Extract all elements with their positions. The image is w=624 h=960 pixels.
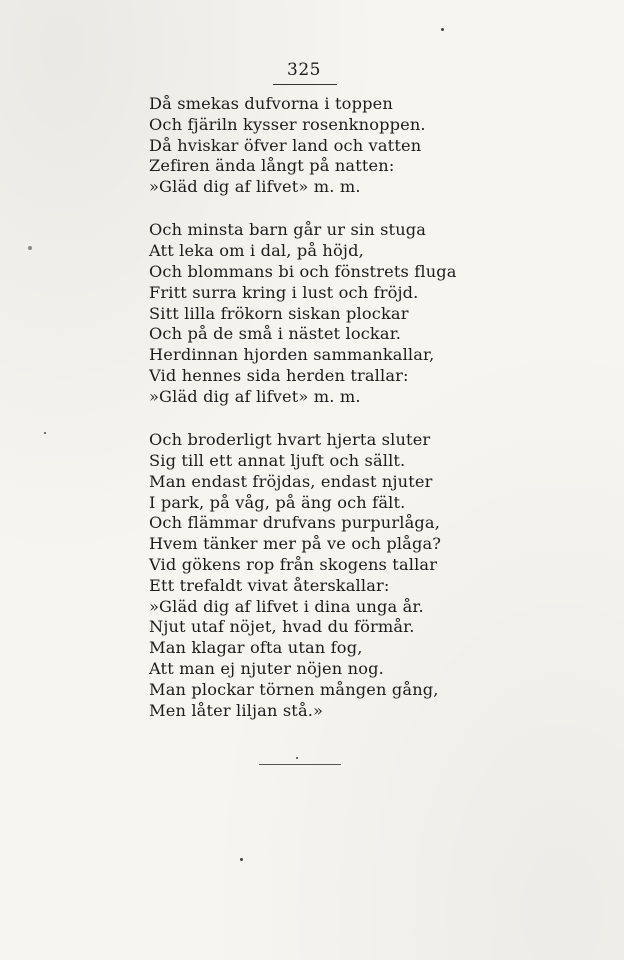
poem-line: Att man ej njuter nöjen nog.: [149, 658, 384, 678]
ink-speck: [28, 246, 32, 250]
poem-line: Vid gökens rop från skogens tallar: [149, 554, 438, 574]
poem-line: Njut utaf nöjet, hvad du förmår.: [149, 617, 415, 637]
header-rule: [273, 84, 337, 85]
poem-line: Och på de små i nästet lockar.: [149, 324, 402, 344]
poem-line: Men låter liljan stå.»: [149, 700, 324, 720]
poem-line: Sig till ett annat ljuft och sällt.: [149, 450, 406, 470]
ink-speck: [441, 28, 444, 31]
poem-line: Och minsta barn går ur sin stuga: [149, 220, 427, 240]
poem-line: Vid hennes sida herden trallar:: [149, 366, 409, 386]
poem-line: Och blommans bi och fönstrets fluga: [149, 262, 457, 282]
ink-speck: [240, 858, 243, 861]
poem-line: Man endast fröjdas, endast njuter: [149, 471, 433, 491]
stanza-1: [149, 94, 589, 198]
poem-line: Då smekas dufvorna i toppen: [149, 94, 393, 113]
stanza-2: [149, 220, 589, 407]
stanza-3: [149, 430, 589, 721]
poem-line: »Gläd dig af lifvet» m. m.: [149, 386, 361, 406]
end-rule: [259, 764, 341, 765]
poem-line: Och fjäriln kysser rosenknoppen.: [149, 114, 426, 134]
poem-line: Att leka om i dal, på höjd,: [149, 241, 364, 261]
poem-line: Zefiren ända långt på natten:: [149, 156, 395, 176]
poem-line: Då hviskar öfver land och vatten: [149, 135, 422, 155]
poem-line: Man plockar törnen mången gång,: [149, 679, 439, 699]
poem-line: Sitt lilla frökorn siskan plockar: [149, 303, 409, 323]
poem-line: Och flämmar drufvans purpurlåga,: [149, 513, 440, 533]
ink-speck: [44, 432, 46, 434]
page-number: 325: [287, 60, 321, 80]
poem: [149, 94, 589, 744]
poem-line: Man klagar ofta utan fog,: [149, 638, 363, 658]
poem-line: »Gläd dig af lifvet» m. m.: [149, 177, 361, 197]
poem-line: Herdinnan hjorden sammankallar,: [149, 345, 435, 365]
ink-speck: [296, 757, 298, 759]
poem-line: I park, på våg, på äng och fält.: [149, 492, 406, 512]
poem-line: Och broderligt hvart hjerta sluter: [149, 430, 431, 450]
poem-line: Ett trefaldt vivat återskallar:: [149, 575, 390, 595]
poem-line: »Gläd dig af lifvet i dina unga år.: [149, 596, 424, 616]
poem-line: Fritt surra kring i lust och fröjd.: [149, 282, 419, 302]
poem-line: Hvem tänker mer på ve och plåga?: [149, 534, 442, 554]
